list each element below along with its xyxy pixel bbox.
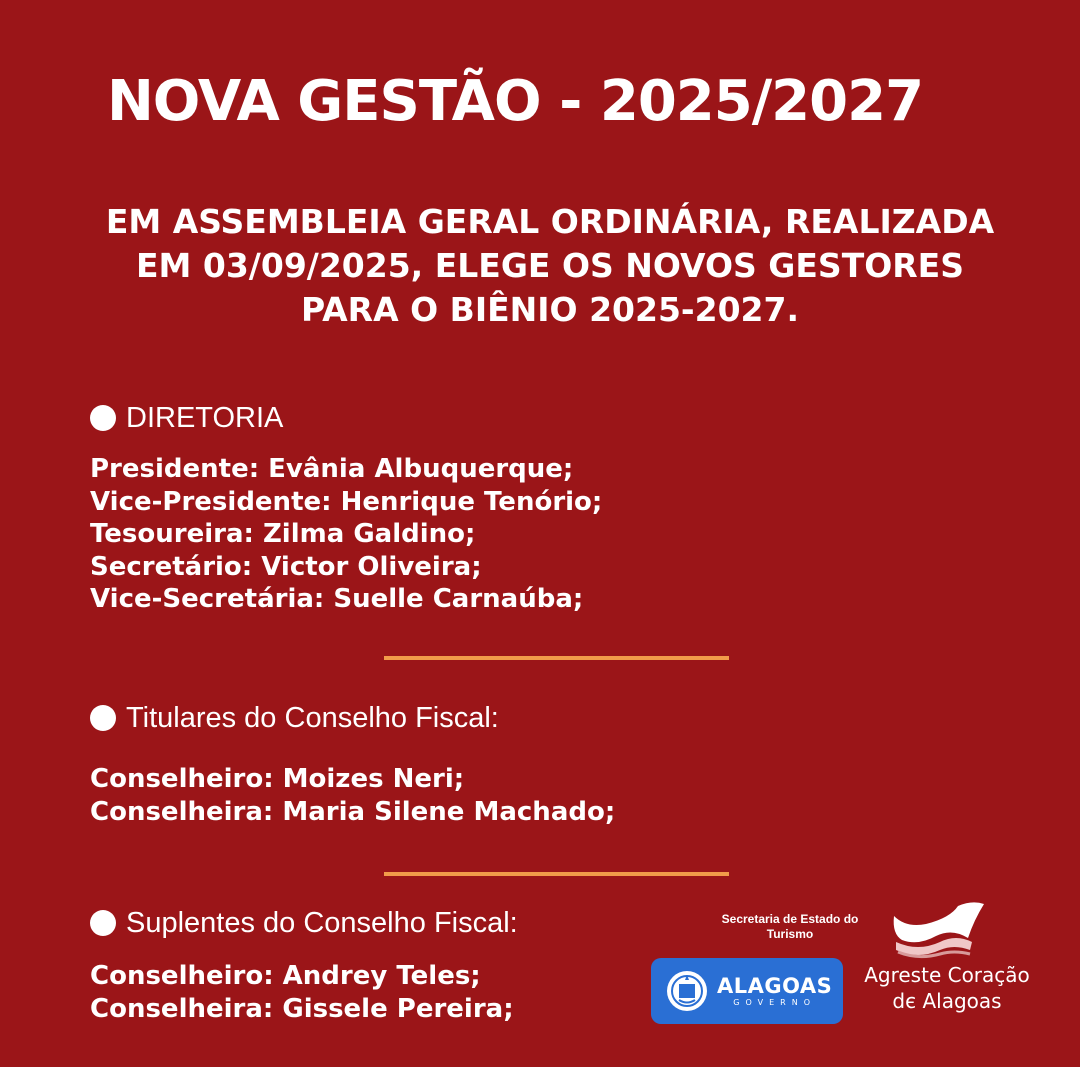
list-item: Presidente: Evânia Albuquerque;: [90, 454, 574, 484]
divider: [384, 872, 729, 876]
agreste-logo-icon: [888, 898, 990, 960]
section-heading-titulares: [90, 700, 499, 736]
suplentes-list: [90, 960, 514, 1025]
list-item: Conselheiro: Andrey Teles;: [90, 961, 481, 991]
list-item: Vice-Secretária: Suelle Carnaúba;: [90, 584, 584, 614]
announcement-text: EM ASSEMBLEIA GERAL ORDINÁRIA, REALIZADA EM 03/09/2025, ELEGE OS NOVOS GESTORES PARA O BIÊNIO 2025-2027.: [105, 202, 995, 329]
divider: [384, 656, 729, 660]
bullet-icon: [90, 405, 116, 431]
state-seal-icon: [665, 969, 709, 1013]
list-item: Tesoureira: Zilma Galdino;: [90, 519, 476, 549]
gov-logo-name: ALAGOAS: [717, 974, 833, 998]
gov-logo-sub: GOVERNO: [733, 998, 817, 1007]
agreste-logo-line1: Agreste Coração: [864, 963, 1030, 987]
diretoria-list: [90, 453, 602, 616]
agreste-logo-text: [852, 962, 1042, 1014]
secretaria-label: Secretaria de Estado do Turismo: [721, 912, 859, 941]
titulares-list: [90, 763, 615, 828]
list-item: Conselheiro: Moizes Neri;: [90, 764, 465, 794]
section-heading-label: Titulares do Conselho Fiscal:: [126, 702, 499, 734]
section-heading-label: Suplentes do Conselho Fiscal:: [126, 907, 518, 939]
alagoas-government-logo: [651, 958, 843, 1024]
section-heading-label: DIRETORIA: [126, 402, 284, 434]
list-item: Secretário: Victor Oliveira;: [90, 551, 482, 582]
bullet-icon: [90, 910, 116, 936]
bullet-icon: [90, 705, 116, 731]
agreste-logo-line2: dє Alagoas: [892, 989, 1002, 1013]
page-title: NOVA GESTÃO - 2025/2027: [106, 69, 924, 134]
section-heading-diretoria: [90, 400, 283, 436]
list-item: Conselheira: Gissele Pereira;: [90, 993, 514, 1024]
list-item: Conselheira: Maria Silene Machado;: [90, 796, 616, 827]
section-heading-suplentes: [90, 905, 518, 941]
list-item: Vice-Presidente: Henrique Tenório;: [90, 486, 603, 517]
